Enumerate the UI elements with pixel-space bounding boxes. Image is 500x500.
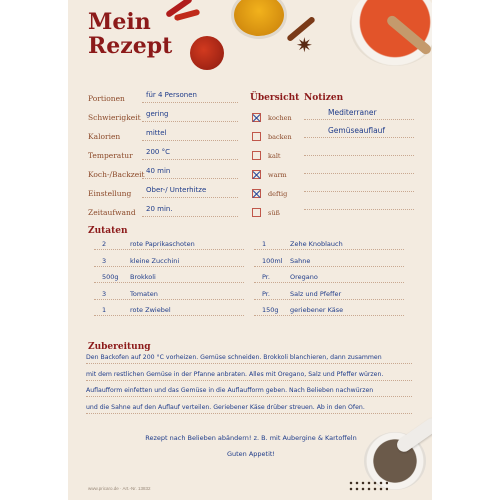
ingredient-line [254, 315, 404, 316]
footer-text: www.pricaro.de · Art.-Nr. 13832 [88, 486, 151, 491]
preparation-line: mit dem restlichen Gemüse in der Pfanne anbraten. Alles mit Oregano, Salz und Pfeffer würzen. [86, 370, 384, 378]
field-value: gering [146, 110, 169, 118]
title-line: Mein [88, 9, 151, 35]
note-line: Gemüseauflauf [328, 126, 386, 135]
ingredient-name: Zehe Knoblauch [290, 240, 343, 248]
ingredient-qty: Pr. [262, 289, 270, 298]
field-label: Koch-/Backzeit [88, 170, 145, 179]
field-line [142, 140, 238, 141]
preparation-rule [86, 396, 412, 397]
ingredient-name: Salz und Pfeffer [290, 289, 342, 298]
ingredient-name: Oregano [290, 273, 318, 281]
note-rule [304, 137, 414, 138]
field-line [142, 197, 238, 198]
field-line [142, 159, 238, 160]
field-label: Einstellung [88, 189, 132, 198]
ingredient-line [94, 315, 244, 316]
field-label: Kalorien [88, 132, 121, 141]
checkbox-warm[interactable] [252, 170, 261, 179]
ingredients-title: Zutaten [88, 226, 128, 236]
ingredient-line [94, 266, 244, 267]
preparation-rule [86, 413, 412, 414]
ingredient-line [94, 249, 244, 250]
title-line: Rezept [88, 33, 173, 59]
note-rule [304, 209, 414, 210]
ingredient-line [254, 249, 404, 250]
ingredient-name: geriebener Käse [290, 306, 344, 314]
checkbox-backen[interactable] [252, 132, 261, 141]
checkbox-label: deftig [268, 190, 288, 198]
preparation-tip: Rezept nach Belieben abändern! z. B. mit Aubergine & Kartoffeln [145, 434, 357, 442]
ingredient-name: kleine Zucchini [130, 256, 180, 265]
ingredient-qty: 100ml [262, 256, 283, 265]
note-rule [304, 119, 414, 120]
checkbox-label: backen [268, 133, 292, 141]
ingredient-line [94, 299, 244, 300]
note-line: Mediterraner [328, 108, 377, 117]
ingredient-line [254, 282, 404, 283]
ingredient-qty: 500g [102, 273, 119, 281]
preparation-title: Zubereitung [88, 342, 151, 352]
checkbox-süß[interactable] [252, 208, 261, 217]
page-title [88, 10, 172, 58]
paprika-bowl-decoration [350, 0, 432, 66]
peppercorns-decoration [348, 480, 388, 492]
checkbox-label: süß [268, 209, 280, 217]
preparation-line: Den Backofen auf 200 °C vorheizen. Gemüse schneiden. Brokkoli blanchieren, dann zusammen [86, 354, 382, 361]
recipe-card [68, 0, 432, 500]
ingredient-name: Sahne [290, 256, 311, 265]
turmeric-bowl-decoration [234, 0, 284, 36]
checkbox-deftig[interactable] [252, 189, 261, 198]
ingredient-qty: 3 [102, 289, 107, 298]
ingredient-line [94, 282, 244, 283]
field-value: 200 °C [146, 148, 170, 156]
field-line [142, 178, 238, 179]
ingredient-line [254, 299, 404, 300]
note-rule [304, 173, 414, 174]
chili-flakes-decoration [190, 36, 224, 70]
field-value: für 4 Personen [146, 91, 197, 99]
field-label: Zeitaufwand [88, 208, 136, 217]
notes-title: Notizen [304, 93, 344, 103]
star-anise-icon: ✷ [296, 35, 313, 57]
preparation-line: Auflaufform einfetten und das Gemüse in die Auflaufform geben. Nach Belieben nachwürzen [86, 387, 374, 394]
checkbox-kalt[interactable] [252, 151, 261, 160]
ingredient-name: rote Zwiebel [130, 306, 171, 314]
ingredient-name: Brokkoli [130, 273, 156, 281]
preparation-tip: Guten Appetit! [226, 450, 276, 458]
field-label: Temperatur [88, 151, 133, 160]
field-label: Schwierigkeit [88, 113, 141, 122]
ingredient-qty: Pr. [262, 273, 270, 281]
field-value: Ober-/ Unterhitze [146, 186, 207, 194]
ingredient-qty: 150g [262, 306, 279, 314]
overview-title: Übersicht [250, 93, 300, 103]
ingredient-name: rote Paprikaschoten [130, 240, 195, 248]
checkbox-label: kochen [268, 114, 292, 122]
field-line [142, 102, 238, 103]
ingredient-qty: 2 [102, 240, 107, 248]
ingredient-qty: 3 [102, 256, 107, 265]
note-rule [304, 155, 414, 156]
checkbox-label: warm [268, 171, 287, 179]
note-rule [304, 191, 414, 192]
ingredient-qty: 1 [102, 306, 107, 314]
field-line [142, 216, 238, 217]
preparation-rule [86, 380, 412, 381]
checkbox-label: kalt [268, 152, 281, 160]
ingredient-qty: 1 [262, 240, 267, 248]
field-line [142, 121, 238, 122]
preparation-rule [86, 363, 412, 364]
preparation-line: und die Sahne auf den Auflauf verteilen. Geriebener Käse drüber streuen. Ab in den Ofen. [86, 403, 365, 411]
ingredient-name: Tomaten [130, 289, 158, 298]
field-label: Portionen [88, 94, 125, 103]
ingredient-line [254, 266, 404, 267]
checkbox-kochen[interactable] [252, 113, 261, 122]
field-value: 20 min. [146, 205, 173, 213]
field-value: 40 min [146, 167, 171, 175]
field-value: mittel [146, 129, 167, 137]
